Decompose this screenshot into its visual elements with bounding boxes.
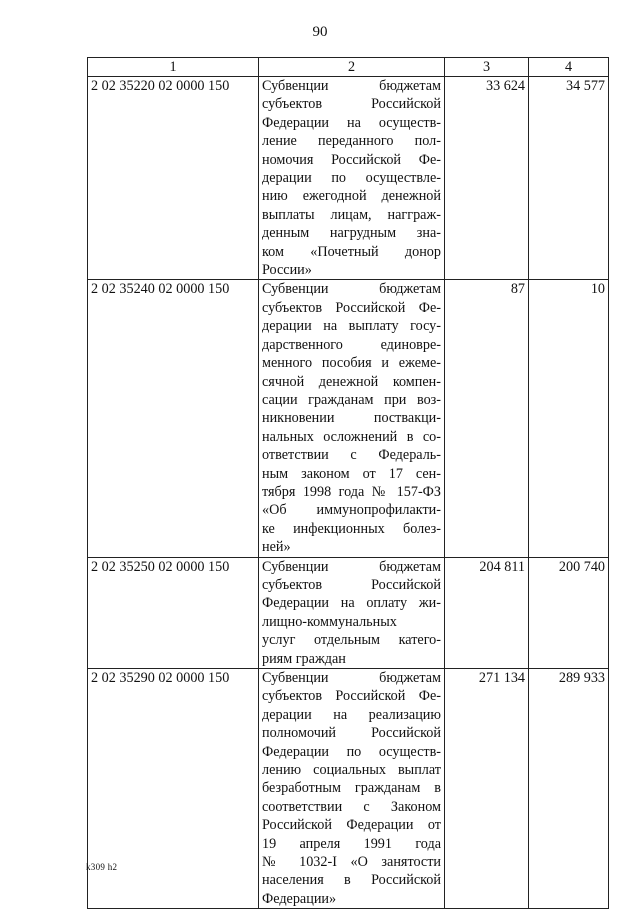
table-row xyxy=(88,280,609,557)
description-line: населения в Российской xyxy=(262,872,441,889)
header-col-3: 3 xyxy=(445,58,529,77)
description-line: Субвенции бюджетам xyxy=(262,558,441,575)
description-line: полномочий Российской xyxy=(262,725,441,742)
description-line: денным нагрудным зна- xyxy=(262,225,441,242)
amount-col-3-cell: 271 134 xyxy=(445,669,529,909)
description-line: Федерации» xyxy=(262,890,337,907)
table-row xyxy=(88,669,609,909)
description-line: дарственного единовре- xyxy=(262,336,441,353)
description-cell xyxy=(259,669,445,909)
budget-code-cell: 2 02 35240 02 0000 150 xyxy=(88,280,259,557)
description-line: ней» xyxy=(262,539,291,556)
description-line: дерации на выплату госу- xyxy=(262,318,441,335)
amount-col-4-cell: 34 577 xyxy=(529,77,609,280)
description-line: Субвенции бюджетам xyxy=(262,78,441,94)
page-number: 90 xyxy=(312,24,328,40)
table-body xyxy=(88,77,609,909)
description-line: лищно-коммунальных xyxy=(262,613,397,630)
budget-code-cell: 2 02 35290 02 0000 150 xyxy=(88,669,259,909)
description-line: услуг отдельным катего- xyxy=(262,632,441,649)
budget-code-cell: 2 02 35250 02 0000 150 xyxy=(88,557,259,668)
description-line: № 1032-I «О занятости xyxy=(262,854,441,871)
amount-col-4-cell: 289 933 xyxy=(529,669,609,909)
description-line: 19 апреля 1991 года xyxy=(262,835,441,852)
description-line: «Об иммунопрофилакти- xyxy=(262,502,441,519)
amount-col-3-cell: 87 xyxy=(445,280,529,557)
description-line: нальных осложнений в со- xyxy=(262,428,441,445)
description-cell xyxy=(259,557,445,668)
budget-code-cell: 2 02 35220 02 0000 150 xyxy=(88,77,259,280)
description-line: ным законом от 17 сен- xyxy=(262,465,441,482)
description-line: сации гражданам при воз- xyxy=(262,391,441,408)
budget-table xyxy=(87,57,609,909)
description-line: Субвенции бюджетам xyxy=(262,670,441,686)
description-line: никновении поствакци- xyxy=(262,410,441,427)
description-line: дерации на реализацию xyxy=(262,706,441,723)
description-line: Федерации на осуществ- xyxy=(262,114,441,131)
description-line: лению социальных выплат xyxy=(262,762,441,779)
description-line: ке инфекционных болез- xyxy=(262,520,441,537)
description-line: ление переданного пол- xyxy=(262,133,441,150)
description-cell xyxy=(259,77,445,280)
table-row xyxy=(88,557,609,668)
description-line: Федерации на оплату жи- xyxy=(262,595,441,612)
description-line: риям граждан xyxy=(262,650,346,667)
table-row xyxy=(88,77,609,280)
description-line: субъектов Российской Фе- xyxy=(262,299,441,316)
header-row xyxy=(88,58,609,77)
header-col-2: 2 xyxy=(259,58,445,77)
description-line: тября 1998 года № 157-ФЗ xyxy=(262,483,441,500)
amount-col-3-cell: 33 624 xyxy=(445,77,529,280)
description-cell xyxy=(259,280,445,557)
header-col-4: 4 xyxy=(529,58,609,77)
amount-col-4-cell: 200 740 xyxy=(529,557,609,668)
amount-col-3-cell: 204 811 xyxy=(445,557,529,668)
description-line: ответствии с Федераль- xyxy=(262,447,441,464)
description-line: соответствии с Законом xyxy=(262,798,441,815)
description-line: субъектов Российской Фе- xyxy=(262,688,441,705)
description-line: дерации по осуществле- xyxy=(262,170,441,187)
description-line: субъектов Российской xyxy=(262,96,441,113)
header-col-1: 1 xyxy=(88,58,259,77)
description-line: Федерации по осуществ- xyxy=(262,743,441,760)
description-line: субъектов Российской xyxy=(262,576,441,593)
description-line: России» xyxy=(262,262,312,279)
description-line: безработным гражданам в xyxy=(262,780,441,797)
description-line: выплаты лицам, нагграж- xyxy=(262,206,441,223)
amount-col-4-cell: 10 xyxy=(529,280,609,557)
description-line: нию ежегодной денежной xyxy=(262,188,441,205)
description-line: ком «Почетный донор xyxy=(262,243,441,260)
description-line: менного пособия и ежеме- xyxy=(262,355,441,372)
description-line: сячной денежной компен- xyxy=(262,373,441,390)
description-line: Субвенции бюджетам xyxy=(262,281,441,298)
description-line: Российской Федерации от xyxy=(262,817,441,834)
description-line: номочия Российской Фе- xyxy=(262,151,441,168)
footer-code: k309 h2 xyxy=(86,862,118,872)
